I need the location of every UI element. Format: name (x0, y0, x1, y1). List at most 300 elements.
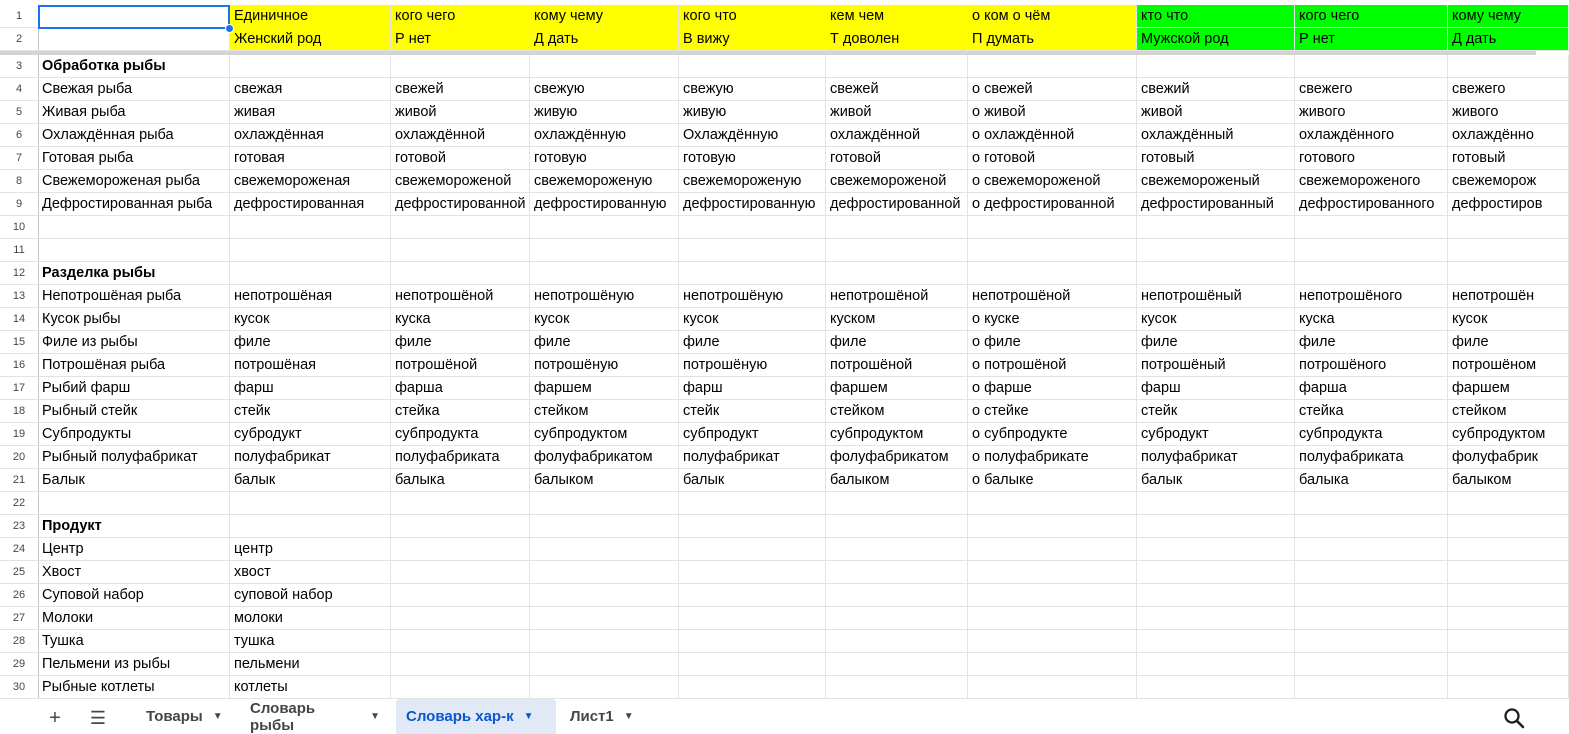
cell[interactable] (1137, 584, 1295, 607)
cell[interactable] (679, 561, 826, 584)
cell[interactable]: Непотрошёная рыба (38, 285, 230, 308)
cell[interactable] (38, 239, 230, 262)
cell[interactable] (679, 239, 826, 262)
all-sheets-menu-button[interactable]: ☰ (89, 707, 107, 728)
cell[interactable] (391, 561, 530, 584)
cell[interactable]: живой (1137, 101, 1295, 124)
cell[interactable]: о филе (968, 331, 1137, 354)
cell[interactable] (826, 607, 968, 630)
cell[interactable]: субродукт (1137, 423, 1295, 446)
row-number[interactable]: 27 (0, 607, 39, 630)
cell[interactable] (826, 55, 968, 78)
cell[interactable]: кому чему (530, 5, 679, 28)
cell[interactable]: стейком (826, 400, 968, 423)
cell[interactable]: о дефростированной (968, 193, 1137, 216)
cell[interactable] (1295, 538, 1448, 561)
cell[interactable]: готовую (679, 147, 826, 170)
cell[interactable]: дефростированной (826, 193, 968, 216)
cell[interactable]: хвост (230, 561, 391, 584)
cell[interactable] (230, 216, 391, 239)
cell[interactable]: фаршем (530, 377, 679, 400)
cell[interactable]: фолуфабрик (1448, 446, 1569, 469)
row-number[interactable]: 18 (0, 400, 39, 423)
cell[interactable] (826, 216, 968, 239)
cell[interactable] (1448, 262, 1569, 285)
add-sheet-button[interactable]: + (49, 706, 61, 729)
cell[interactable] (826, 584, 968, 607)
cell[interactable] (968, 515, 1137, 538)
cell[interactable]: потрошёном (1448, 354, 1569, 377)
cell[interactable]: свежую (679, 78, 826, 101)
row-number[interactable]: 2 (0, 28, 39, 51)
caret-down-icon[interactable]: ▼ (370, 711, 380, 722)
cell[interactable]: Субпродукты (38, 423, 230, 446)
cell[interactable]: о ком о чём (968, 5, 1137, 28)
cell[interactable]: фаршем (1448, 377, 1569, 400)
cell[interactable] (391, 262, 530, 285)
sheet-tab[interactable] (396, 699, 556, 734)
cell[interactable]: Дефростированная рыба (38, 193, 230, 216)
cell[interactable] (391, 515, 530, 538)
cell[interactable]: Потрошёная рыба (38, 354, 230, 377)
cell[interactable]: балыка (1295, 469, 1448, 492)
cell[interactable] (1295, 55, 1448, 78)
cell[interactable] (1448, 216, 1569, 239)
cell[interactable] (679, 676, 826, 699)
cell[interactable]: пельмени (230, 653, 391, 676)
cell[interactable]: суповой набор (230, 584, 391, 607)
spreadsheet-grid[interactable] (0, 5, 1546, 695)
cell[interactable]: живую (530, 101, 679, 124)
cell[interactable]: филе (1295, 331, 1448, 354)
cell[interactable] (679, 55, 826, 78)
sheet-tab[interactable] (136, 699, 236, 734)
cell[interactable]: потрошёная (230, 354, 391, 377)
cell[interactable] (391, 239, 530, 262)
cell[interactable] (1448, 676, 1569, 699)
cell[interactable]: охлаждённого (1295, 124, 1448, 147)
cell[interactable] (968, 262, 1137, 285)
cell[interactable] (1137, 630, 1295, 653)
cell[interactable] (530, 492, 679, 515)
cell[interactable]: живой (391, 101, 530, 124)
cell[interactable]: свежемороженую (679, 170, 826, 193)
cell[interactable] (1448, 239, 1569, 262)
cell[interactable]: Женский род (230, 28, 391, 51)
cell[interactable] (530, 676, 679, 699)
cell[interactable]: субпродукта (1295, 423, 1448, 446)
row-number[interactable]: 13 (0, 285, 39, 308)
cell[interactable] (1295, 607, 1448, 630)
cell[interactable] (1137, 676, 1295, 699)
cell[interactable]: фарша (1295, 377, 1448, 400)
cell[interactable]: о готовой (968, 147, 1137, 170)
cell[interactable] (530, 216, 679, 239)
cell[interactable]: балык (1137, 469, 1295, 492)
cell[interactable] (968, 676, 1137, 699)
cell[interactable]: кусок (1448, 308, 1569, 331)
cell[interactable] (1295, 653, 1448, 676)
cell[interactable]: охлаждённая (230, 124, 391, 147)
row-number[interactable]: 10 (0, 216, 39, 239)
cell[interactable]: свежий (1137, 78, 1295, 101)
row-number[interactable]: 8 (0, 170, 39, 193)
cell[interactable]: непотрошёной (968, 285, 1137, 308)
cell[interactable] (1137, 538, 1295, 561)
row-number[interactable]: 1 (0, 5, 39, 28)
cell[interactable]: стейк (1137, 400, 1295, 423)
row-number[interactable]: 15 (0, 331, 39, 354)
cell[interactable]: фарш (679, 377, 826, 400)
row-number[interactable]: 30 (0, 676, 39, 699)
row-number[interactable]: 19 (0, 423, 39, 446)
cell[interactable] (1137, 239, 1295, 262)
cell[interactable]: филе (230, 331, 391, 354)
cell[interactable]: куском (826, 308, 968, 331)
cell[interactable]: куска (391, 308, 530, 331)
cell[interactable]: живого (1448, 101, 1569, 124)
cell[interactable] (1448, 492, 1569, 515)
cell[interactable]: стейк (230, 400, 391, 423)
cell[interactable]: готовой (826, 147, 968, 170)
cell[interactable] (230, 515, 391, 538)
caret-down-icon[interactable]: ▼ (623, 711, 634, 722)
cell[interactable]: филе (826, 331, 968, 354)
cell[interactable] (391, 676, 530, 699)
cell[interactable]: Р нет (391, 28, 530, 51)
cell[interactable] (826, 676, 968, 699)
cell[interactable]: о субпродукте (968, 423, 1137, 446)
cell[interactable]: о живой (968, 101, 1137, 124)
cell[interactable]: свежеморож (1448, 170, 1569, 193)
cell[interactable] (391, 538, 530, 561)
cell[interactable]: балыка (391, 469, 530, 492)
cell[interactable]: о потрошёной (968, 354, 1137, 377)
cell[interactable] (826, 262, 968, 285)
cell[interactable] (1295, 239, 1448, 262)
cell[interactable]: свежую (530, 78, 679, 101)
cell[interactable] (530, 55, 679, 78)
cell[interactable]: субпродукта (391, 423, 530, 446)
cell[interactable] (530, 607, 679, 630)
cell[interactable]: свежего (1448, 78, 1569, 101)
cell[interactable] (391, 630, 530, 653)
cell[interactable] (530, 561, 679, 584)
cell[interactable]: субпродуктом (1448, 423, 1569, 446)
cell[interactable] (968, 216, 1137, 239)
cell[interactable] (391, 584, 530, 607)
cell[interactable] (391, 653, 530, 676)
cell[interactable] (826, 492, 968, 515)
cell[interactable]: Молоки (38, 607, 230, 630)
cell[interactable] (1448, 515, 1569, 538)
row-number[interactable]: 24 (0, 538, 39, 561)
cell[interactable]: стейком (1448, 400, 1569, 423)
cell[interactable] (679, 216, 826, 239)
cell[interactable]: Балык (38, 469, 230, 492)
cell[interactable]: филе (1137, 331, 1295, 354)
cell[interactable]: Д дать (1448, 28, 1569, 51)
cell[interactable]: кого что (679, 5, 826, 28)
cell[interactable]: балыком (826, 469, 968, 492)
cell[interactable]: готовая (230, 147, 391, 170)
cell[interactable]: потрошёной (826, 354, 968, 377)
cell[interactable] (1448, 561, 1569, 584)
cell[interactable]: живого (1295, 101, 1448, 124)
cell[interactable]: о балыке (968, 469, 1137, 492)
cell[interactable]: Пельмени из рыбы (38, 653, 230, 676)
cell[interactable] (1448, 584, 1569, 607)
cell[interactable]: кто что (1137, 5, 1295, 28)
cell[interactable]: Охлаждённая рыба (38, 124, 230, 147)
cell[interactable] (1448, 653, 1569, 676)
cell[interactable] (968, 239, 1137, 262)
cell[interactable]: полуфабрикат (230, 446, 391, 469)
cell[interactable] (1295, 561, 1448, 584)
cell[interactable]: непотрошёной (826, 285, 968, 308)
cell[interactable] (679, 492, 826, 515)
cell[interactable]: котлеты (230, 676, 391, 699)
cell[interactable]: кем чем (826, 5, 968, 28)
cell[interactable]: Р нет (1295, 28, 1448, 51)
cell[interactable] (1295, 216, 1448, 239)
cell[interactable]: В вижу (679, 28, 826, 51)
cell[interactable]: живая (230, 101, 391, 124)
cell[interactable] (968, 607, 1137, 630)
row-number[interactable]: 26 (0, 584, 39, 607)
cell[interactable]: охлаждённый (1137, 124, 1295, 147)
cell[interactable] (1137, 561, 1295, 584)
cell[interactable]: полуфабрикат (1137, 446, 1295, 469)
cell[interactable] (1448, 630, 1569, 653)
cell[interactable]: свежемороженого (1295, 170, 1448, 193)
cell[interactable]: Живая рыба (38, 101, 230, 124)
cell[interactable] (679, 630, 826, 653)
cell[interactable] (826, 239, 968, 262)
cell[interactable]: потрошёный (1137, 354, 1295, 377)
cell[interactable]: потрошёной (391, 354, 530, 377)
cell[interactable] (968, 538, 1137, 561)
cell[interactable]: свежемороженой (391, 170, 530, 193)
cell[interactable]: о стейке (968, 400, 1137, 423)
cell[interactable] (826, 653, 968, 676)
row-number[interactable]: 25 (0, 561, 39, 584)
cell[interactable]: кого чего (1295, 5, 1448, 28)
cell[interactable]: потрошёного (1295, 354, 1448, 377)
caret-down-icon[interactable]: ▼ (212, 711, 223, 722)
cell[interactable]: кого чего (391, 5, 530, 28)
cell[interactable]: живой (826, 101, 968, 124)
cell[interactable] (968, 584, 1137, 607)
cell[interactable]: Рыбные котлеты (38, 676, 230, 699)
cell[interactable] (530, 584, 679, 607)
cell[interactable] (391, 607, 530, 630)
cell[interactable]: охлаждённую (530, 124, 679, 147)
cell[interactable] (1448, 55, 1569, 78)
cell[interactable]: дефростированной (391, 193, 530, 216)
cell[interactable]: непотрошёную (530, 285, 679, 308)
row-number[interactable]: 23 (0, 515, 39, 538)
cell[interactable] (230, 262, 391, 285)
cell[interactable]: Филе из рыбы (38, 331, 230, 354)
cell[interactable] (530, 262, 679, 285)
cell[interactable]: Рыбный полуфабрикат (38, 446, 230, 469)
cell[interactable]: готового (1295, 147, 1448, 170)
cell[interactable]: Тушка (38, 630, 230, 653)
cell[interactable]: о полуфабрикате (968, 446, 1137, 469)
cell[interactable]: свежая (230, 78, 391, 101)
cell[interactable]: о свежей (968, 78, 1137, 101)
cell[interactable]: Обработка рыбы (38, 55, 230, 78)
cell[interactable]: стейком (530, 400, 679, 423)
cell[interactable]: о охлаждённой (968, 124, 1137, 147)
cell[interactable] (530, 653, 679, 676)
cell[interactable] (530, 239, 679, 262)
cell[interactable]: стейк (679, 400, 826, 423)
cell[interactable] (1137, 653, 1295, 676)
cell[interactable]: Мужской род (1137, 28, 1295, 51)
cell[interactable] (1295, 262, 1448, 285)
cell[interactable]: Охлаждённую (679, 124, 826, 147)
cell[interactable] (1295, 630, 1448, 653)
cell[interactable] (1137, 262, 1295, 285)
cell[interactable]: фарш (230, 377, 391, 400)
cell[interactable]: Суповой набор (38, 584, 230, 607)
cell[interactable]: непотрошёного (1295, 285, 1448, 308)
cell[interactable] (1448, 607, 1569, 630)
cell[interactable] (530, 538, 679, 561)
cell[interactable]: кусок (679, 308, 826, 331)
cell[interactable] (968, 630, 1137, 653)
cell[interactable] (968, 55, 1137, 78)
cell[interactable] (1137, 55, 1295, 78)
cell[interactable] (826, 515, 968, 538)
frozen-rows-divider[interactable] (0, 51, 1536, 55)
cell[interactable]: филе (391, 331, 530, 354)
cell[interactable] (679, 538, 826, 561)
cell[interactable] (1137, 515, 1295, 538)
cell[interactable] (38, 28, 230, 51)
cell[interactable] (38, 216, 230, 239)
cell[interactable]: полуфабриката (391, 446, 530, 469)
cell[interactable] (679, 515, 826, 538)
sheet-tab[interactable] (240, 699, 390, 734)
cell[interactable]: потрошёную (679, 354, 826, 377)
cell[interactable]: о свежемороженой (968, 170, 1137, 193)
cell[interactable]: Продукт (38, 515, 230, 538)
cell[interactable]: непотрошён (1448, 285, 1569, 308)
cell[interactable] (826, 538, 968, 561)
cell[interactable]: центр (230, 538, 391, 561)
cell[interactable]: Свежая рыба (38, 78, 230, 101)
cell[interactable]: дефростиров (1448, 193, 1569, 216)
cell[interactable] (391, 55, 530, 78)
cell[interactable]: непотрошёный (1137, 285, 1295, 308)
cell[interactable]: стейка (1295, 400, 1448, 423)
cell[interactable]: фолуфабрикатом (826, 446, 968, 469)
cell[interactable]: куска (1295, 308, 1448, 331)
cell[interactable]: балык (230, 469, 391, 492)
cell[interactable] (1448, 538, 1569, 561)
cell[interactable]: готовый (1448, 147, 1569, 170)
cell[interactable]: балыком (530, 469, 679, 492)
row-number[interactable]: 28 (0, 630, 39, 653)
cell[interactable]: непотрошёная (230, 285, 391, 308)
cell[interactable]: дефростированную (679, 193, 826, 216)
cell[interactable]: готовый (1137, 147, 1295, 170)
cell[interactable]: полуфабрикат (679, 446, 826, 469)
cell[interactable]: фарша (391, 377, 530, 400)
cell[interactable] (230, 239, 391, 262)
cell[interactable] (679, 584, 826, 607)
cell[interactable]: Центр (38, 538, 230, 561)
cell[interactable]: Кусок рыбы (38, 308, 230, 331)
cell[interactable]: филе (530, 331, 679, 354)
row-number[interactable]: 29 (0, 653, 39, 676)
cell[interactable]: свежей (391, 78, 530, 101)
cell[interactable]: Свежемороженая рыба (38, 170, 230, 193)
cell[interactable] (391, 492, 530, 515)
cell[interactable]: охлаждённо (1448, 124, 1569, 147)
row-number[interactable]: 12 (0, 262, 39, 285)
cell[interactable]: дефростированная (230, 193, 391, 216)
cell[interactable]: субпродуктом (530, 423, 679, 446)
cell[interactable]: тушка (230, 630, 391, 653)
cell[interactable]: свежемороженой (826, 170, 968, 193)
cell[interactable] (391, 216, 530, 239)
row-number[interactable]: 16 (0, 354, 39, 377)
caret-down-icon[interactable]: ▼ (523, 711, 534, 722)
cell[interactable]: Рыбий фарш (38, 377, 230, 400)
cell[interactable]: Хвост (38, 561, 230, 584)
cell[interactable]: свежемороженый (1137, 170, 1295, 193)
cell[interactable]: кусок (1137, 308, 1295, 331)
cell[interactable] (1295, 676, 1448, 699)
row-number[interactable]: 11 (0, 239, 39, 262)
cell[interactable]: готовой (391, 147, 530, 170)
cell[interactable] (1137, 216, 1295, 239)
cell[interactable]: свежемороженая (230, 170, 391, 193)
cell[interactable] (826, 630, 968, 653)
cell[interactable]: непотрошёную (679, 285, 826, 308)
cell[interactable]: Готовая рыба (38, 147, 230, 170)
cell[interactable]: филе (1448, 331, 1569, 354)
explore-button[interactable] (1500, 703, 1528, 733)
cell[interactable]: балыком (1448, 469, 1569, 492)
cell[interactable]: Рыбный стейк (38, 400, 230, 423)
row-number[interactable]: 20 (0, 446, 39, 469)
cell[interactable] (1295, 584, 1448, 607)
cell[interactable] (38, 492, 230, 515)
row-number[interactable]: 5 (0, 101, 39, 124)
cell[interactable]: Т доволен (826, 28, 968, 51)
cell[interactable]: дефростированный (1137, 193, 1295, 216)
cell[interactable]: охлаждённой (826, 124, 968, 147)
cell[interactable] (968, 561, 1137, 584)
cell[interactable]: фаршем (826, 377, 968, 400)
cell[interactable]: филе (679, 331, 826, 354)
row-number[interactable]: 17 (0, 377, 39, 400)
row-number[interactable]: 22 (0, 492, 39, 515)
fill-handle[interactable] (225, 24, 234, 33)
cell[interactable]: о куске (968, 308, 1137, 331)
cell[interactable]: полуфабриката (1295, 446, 1448, 469)
cell[interactable]: свежего (1295, 78, 1448, 101)
cell[interactable] (679, 653, 826, 676)
row-number[interactable]: 14 (0, 308, 39, 331)
cell[interactable]: кусок (530, 308, 679, 331)
cell[interactable]: П думать (968, 28, 1137, 51)
